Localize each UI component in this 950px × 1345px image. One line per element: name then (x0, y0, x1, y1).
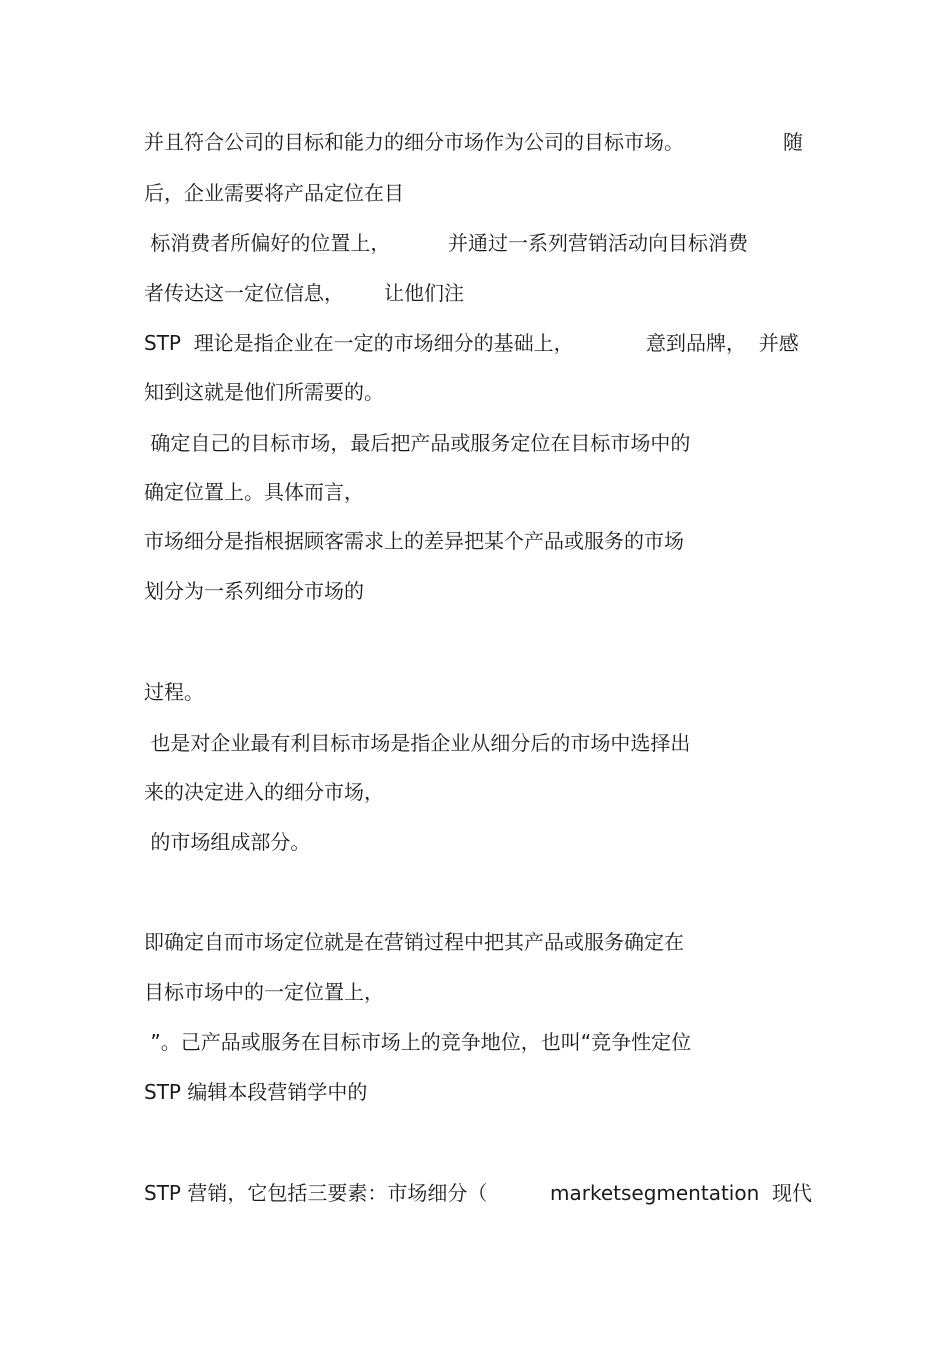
text-line: 让他们注 (384, 281, 464, 305)
text-line: STP 编辑本段营销学中的 (144, 1080, 368, 1104)
text-line: 即确定自而市场定位就是在营销过程中把其产品或服务确定在 (144, 930, 684, 954)
text-line: 随 (783, 130, 803, 154)
text-line: 并且符合公司的目标和能力的细分市场作为公司的目标市场。 (144, 130, 684, 154)
text-line: 过程。 (144, 680, 204, 704)
text-line: 的市场组成部分。 (144, 830, 311, 854)
text-line: 也是对企业最有利目标市场是指企业从细分后的市场中选择出 (144, 731, 691, 755)
text-line: 意到品牌， 并感 (646, 331, 799, 355)
text-line: 划分为一系列细分市场的 (144, 579, 364, 603)
text-line: 确定位置上。具体而言， (144, 480, 364, 504)
text-line: 后，企业需要将产品定位在目 (144, 181, 404, 205)
text-line: 确定自己的目标市场，最后把产品或服务定位在目标市场中的 (144, 431, 691, 455)
text-line: 标消费者所偏好的位置上， (144, 231, 391, 255)
text-line: 知到这就是他们所需要的。 (144, 380, 384, 404)
text-line: 并通过一系列营销活动向目标消费 (448, 231, 748, 255)
text-line: 来的决定进入的细分市场， (144, 780, 384, 804)
text-line: marketsegmentation 现代 (550, 1181, 812, 1205)
text-line: STP 理论是指企业在一定的市场细分的基础上， (144, 331, 574, 355)
text-line: 市场细分是指根据顾客需求上的差异把某个产品或服务的市场 (144, 529, 684, 553)
text-line: 者传达这一定位信息， (144, 281, 344, 305)
text-line: STP 营销，它包括三要素：市场细分（ (144, 1181, 488, 1205)
text-line: ”。己产品或服务在目标市场上的竞争地位，也叫“竞争性定位 (144, 1030, 692, 1054)
text-line: 目标市场中的一定位置上， (144, 980, 384, 1004)
